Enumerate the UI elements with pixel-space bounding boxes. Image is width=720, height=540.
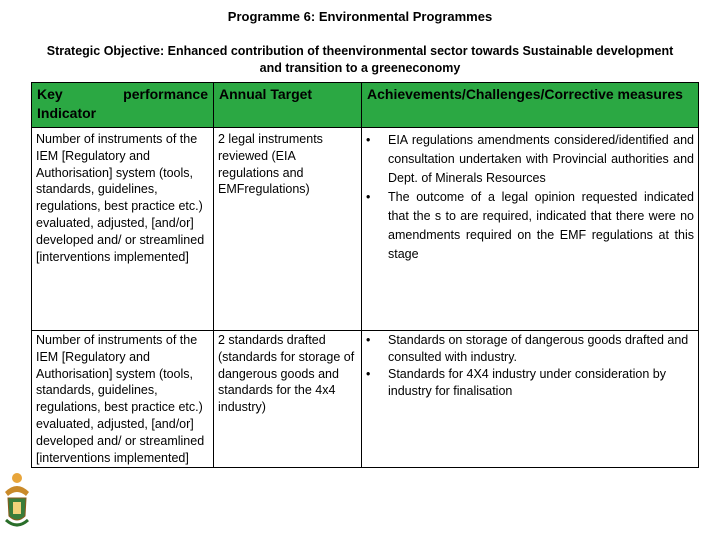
kpi-cell: Number of instruments of the IEM [Regulatory and Authorisation] system (tools, standards, guidelines, regulations, best practice etc.) evaluated, adjusted, [and/or] developed and/ or streamlined [interventions implemented] bbox=[32, 331, 214, 468]
kpi-cell: Number of instruments of the IEM [Regulatory and Authorisation] system (tools, standards, guidelines, regulations, best practice etc.) evaluated, adjusted, [and/or] developed and/ or streamlined [interventions implemented] bbox=[32, 128, 214, 331]
header-kpi: Key performance Indicator bbox=[32, 83, 214, 128]
page-title: Programme 6: Environmental Programmes bbox=[227, 9, 493, 24]
table-row bbox=[32, 128, 699, 331]
achievement-item: • Standards on storage of dangerous goods drafted and consulted with industry. bbox=[366, 332, 694, 366]
target-cell: 2 standards drafted (standards for storage of dangerous goods and standards for the 4x4 industry) bbox=[214, 331, 362, 468]
strategic-objective: Strategic Objective: Enhanced contribution of theenvironmental sector towards Sustainable development and transition to a greeneconomy bbox=[46, 44, 674, 75]
header-achievements: Achievements/Challenges/Corrective measures bbox=[362, 83, 699, 128]
achievements-cell bbox=[362, 128, 699, 331]
kpi-table bbox=[31, 82, 699, 468]
table-header-row bbox=[32, 83, 699, 128]
achievement-item: • Standards for 4X4 industry under consideration by industry for finalisation bbox=[366, 366, 694, 400]
target-cell: 2 legal instruments reviewed (EIA regulations and EMFregulations) bbox=[214, 128, 362, 331]
coat-of-arms-icon bbox=[2, 470, 32, 532]
table-row bbox=[32, 331, 699, 468]
achievement-item: • EIA regulations amendments considered/identified and consultation undertaken with Provincial authorities and Dept. of Minerals Resources bbox=[366, 131, 694, 188]
achievement-item: • The outcome of a legal opinion requested indicated that the s to are required, indicated that there were no amendments required on the EMF regulations at this stage bbox=[366, 188, 694, 264]
header-annual-target: Annual Target bbox=[214, 83, 362, 128]
achievements-cell bbox=[362, 331, 699, 468]
